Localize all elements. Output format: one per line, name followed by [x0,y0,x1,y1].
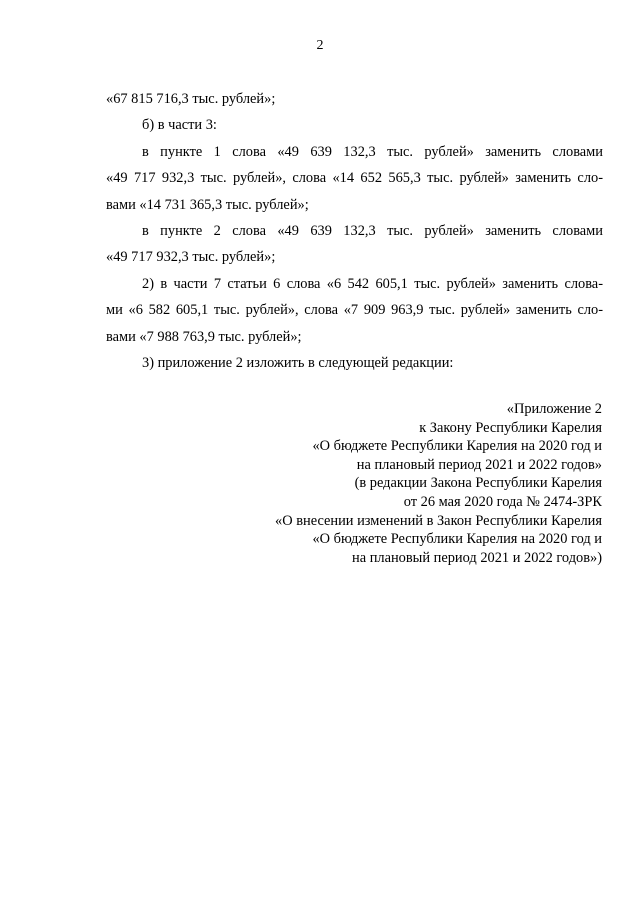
page-number: 2 [316,38,324,53]
paragraph-point-1 [106,139,603,218]
appendix-line: «Приложение 2 [506,401,602,417]
text-line: «49 717 932,3 тыс. рублей»; [106,249,276,266]
appendix-line: на плановый период 2021 и 2022 годов») [352,549,602,566]
appendix-line: «О внесении изменений в Закон Республики Карелия [275,512,602,529]
paragraph-subitem-b [106,112,603,138]
text-line: вами «14 731 365,3 тыс. рублей»; [106,196,309,213]
paragraph-item-2 [106,271,603,350]
text-line: в пункте 1 слова «49 639 132,3 тыс. рублей» заменить словами [142,143,603,160]
text-line: вами «7 988 763,9 тыс. рублей»; [106,328,302,345]
appendix-line: (в редакции Закона Республики Карелия [354,475,602,492]
appendix-line: к Закону Республики Карелия [419,419,602,436]
text-line: «67 815 716,3 тыс. рублей»; [106,91,276,107]
text-line: ми «6 582 605,1 тыс. рублей», слова «7 909 963,9 тыс. рублей» заменить сло- [106,302,603,319]
text-line: б) в части 3: [142,117,217,134]
paragraph-item-3 [106,350,603,376]
paragraph-continuation [106,86,603,112]
text-line: 2) в части 7 статьи 6 слова «6 542 605,1 тыс. рублей» заменить слова- [142,275,603,292]
appendix-line: от 26 мая 2020 года № 2474-ЗРК [403,493,602,510]
appendix-header [182,400,602,567]
text-line: в пункте 2 слова «49 639 132,3 тыс. рублей» заменить словами [142,223,603,240]
document-body [106,86,603,376]
text-line: «49 717 932,3 тыс. рублей», слова «14 652 565,3 тыс. рублей» заменить сло- [106,170,603,187]
appendix-line: на плановый период 2021 и 2022 годов» [356,456,602,473]
appendix-line: «О бюджете Республики Карелия на 2020 год и [312,438,602,455]
text-line: 3) приложение 2 изложить в следующей редакции: [142,355,454,372]
appendix-line: «О бюджете Республики Карелия на 2020 год и [312,531,602,548]
paragraph-point-2 [106,218,603,271]
